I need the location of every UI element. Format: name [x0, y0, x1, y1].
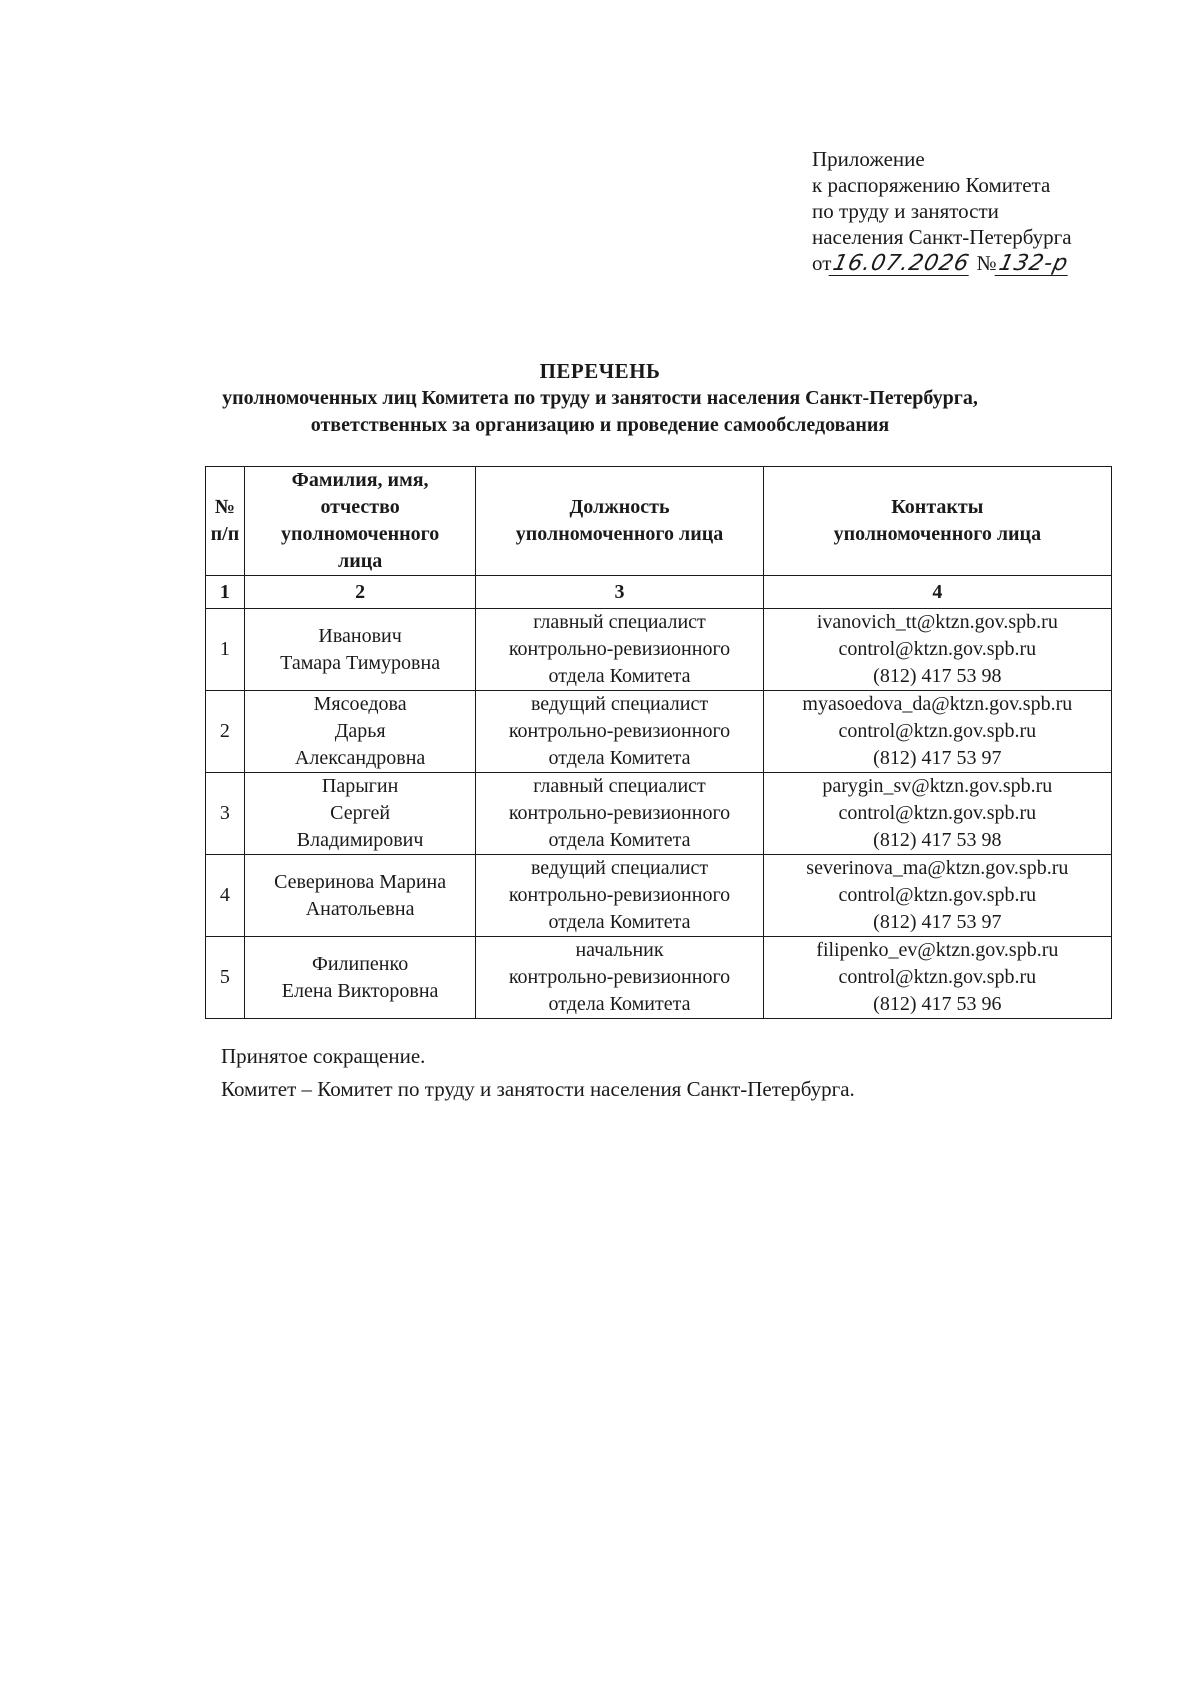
column-number-row [206, 576, 1112, 609]
title-main: ПЕРЕЧЕНЬ [539, 359, 661, 383]
contact-phone: (812) 417 53 98 [873, 829, 1002, 851]
footnote-line: Принятое сокращение. [221, 1044, 426, 1068]
person-name: Мясоедова Дарья Александровна [244, 691, 476, 773]
contact-email-general: control@ktzn.gov.spb.ru [838, 884, 1037, 906]
row-number: 3 [206, 773, 245, 855]
row-number: 2 [206, 691, 245, 773]
person-contacts [763, 773, 1111, 855]
footnote [221, 1040, 855, 1106]
person-name: Филипенко Елена Викторовна [244, 937, 476, 1019]
person-name: Северинова Марина Анатольевна [244, 855, 476, 937]
number-prefix: № [976, 251, 997, 275]
contact-email: ivanovich_tt@ktzn.gov.spb.ru [816, 611, 1058, 633]
contact-email: myasoedova_da@ktzn.gov.spb.ru [802, 693, 1073, 715]
table-row [206, 609, 1112, 691]
header-cell-position: Должность уполномоченного лица [476, 467, 763, 576]
table-row [206, 937, 1112, 1019]
table-header-row [206, 467, 1112, 576]
header-cell-number: № п/п [206, 467, 245, 576]
appendix-line: к распоряжению Комитета [812, 173, 1051, 197]
contact-email: severinova_ma@ktzn.gov.spb.ru [806, 857, 1069, 879]
contact-phone: (812) 417 53 96 [873, 993, 1002, 1015]
row-number: 1 [206, 609, 245, 691]
column-number: 1 [206, 576, 245, 609]
person-contacts [763, 855, 1111, 937]
row-number: 4 [206, 855, 245, 937]
contact-phone: (812) 417 53 97 [873, 747, 1002, 769]
contact-phone: (812) 417 53 98 [873, 665, 1002, 687]
appendix-line: населения Санкт-Петербурга [812, 225, 1072, 249]
document-title [0, 358, 1200, 439]
date-number-line [812, 250, 1072, 276]
title-line: уполномоченных лиц Комитета по труду и занятости населения Санкт-Петербурга, [222, 387, 978, 409]
appendix-block [812, 146, 1072, 276]
person-position: ведущий специалист контрольно-ревизионного отдела Комитета [476, 691, 763, 773]
person-position: главный специалист контрольно-ревизионного отдела Комитета [476, 773, 763, 855]
table-row [206, 773, 1112, 855]
contact-email-general: control@ktzn.gov.spb.ru [838, 802, 1037, 824]
person-name: Иванович Тамара Тимуровна [244, 609, 476, 691]
contact-email-general: control@ktzn.gov.spb.ru [838, 966, 1037, 988]
contact-email-general: control@ktzn.gov.spb.ru [838, 720, 1037, 742]
contact-email: filipenko_ev@ktzn.gov.spb.ru [816, 939, 1059, 961]
persons-table [205, 466, 1112, 1019]
appendix-line: Приложение [812, 147, 925, 171]
header-cell-contacts: Контакты уполномоченного лица [763, 467, 1111, 576]
contact-email-general: control@ktzn.gov.spb.ru [838, 638, 1037, 660]
header-cell-name: Фамилия, имя, отчество уполномоченного лица [244, 467, 476, 576]
person-contacts [763, 937, 1111, 1019]
person-contacts [763, 691, 1111, 773]
person-contacts [763, 609, 1111, 691]
appendix-line: по труду и занятости [812, 199, 999, 223]
person-name: Парыгин Сергей Владимирович [244, 773, 476, 855]
person-position: ведущий специалист контрольно-ревизионного отдела Комитета [476, 855, 763, 937]
person-position: главный специалист контрольно-ревизионного отдела Комитета [476, 609, 763, 691]
table-row [206, 691, 1112, 773]
row-number: 5 [206, 937, 245, 1019]
column-number: 2 [244, 576, 476, 609]
contact-phone: (812) 417 53 97 [873, 911, 1002, 933]
footnote-line: Комитет – Комитет по труду и занятости населения Санкт-Петербурга. [221, 1077, 855, 1101]
date-prefix: от [812, 251, 832, 275]
column-number: 3 [476, 576, 763, 609]
column-number: 4 [763, 576, 1111, 609]
contact-email: parygin_sv@ktzn.gov.spb.ru [822, 775, 1053, 797]
handwritten-number: 132-р [996, 251, 1071, 276]
person-position: начальник контрольно-ревизионного отдела Комитета [476, 937, 763, 1019]
table-row [206, 855, 1112, 937]
title-line: ответственных за организацию и проведение самообследования [310, 414, 890, 436]
handwritten-date: 16.07.2026 [830, 251, 973, 276]
